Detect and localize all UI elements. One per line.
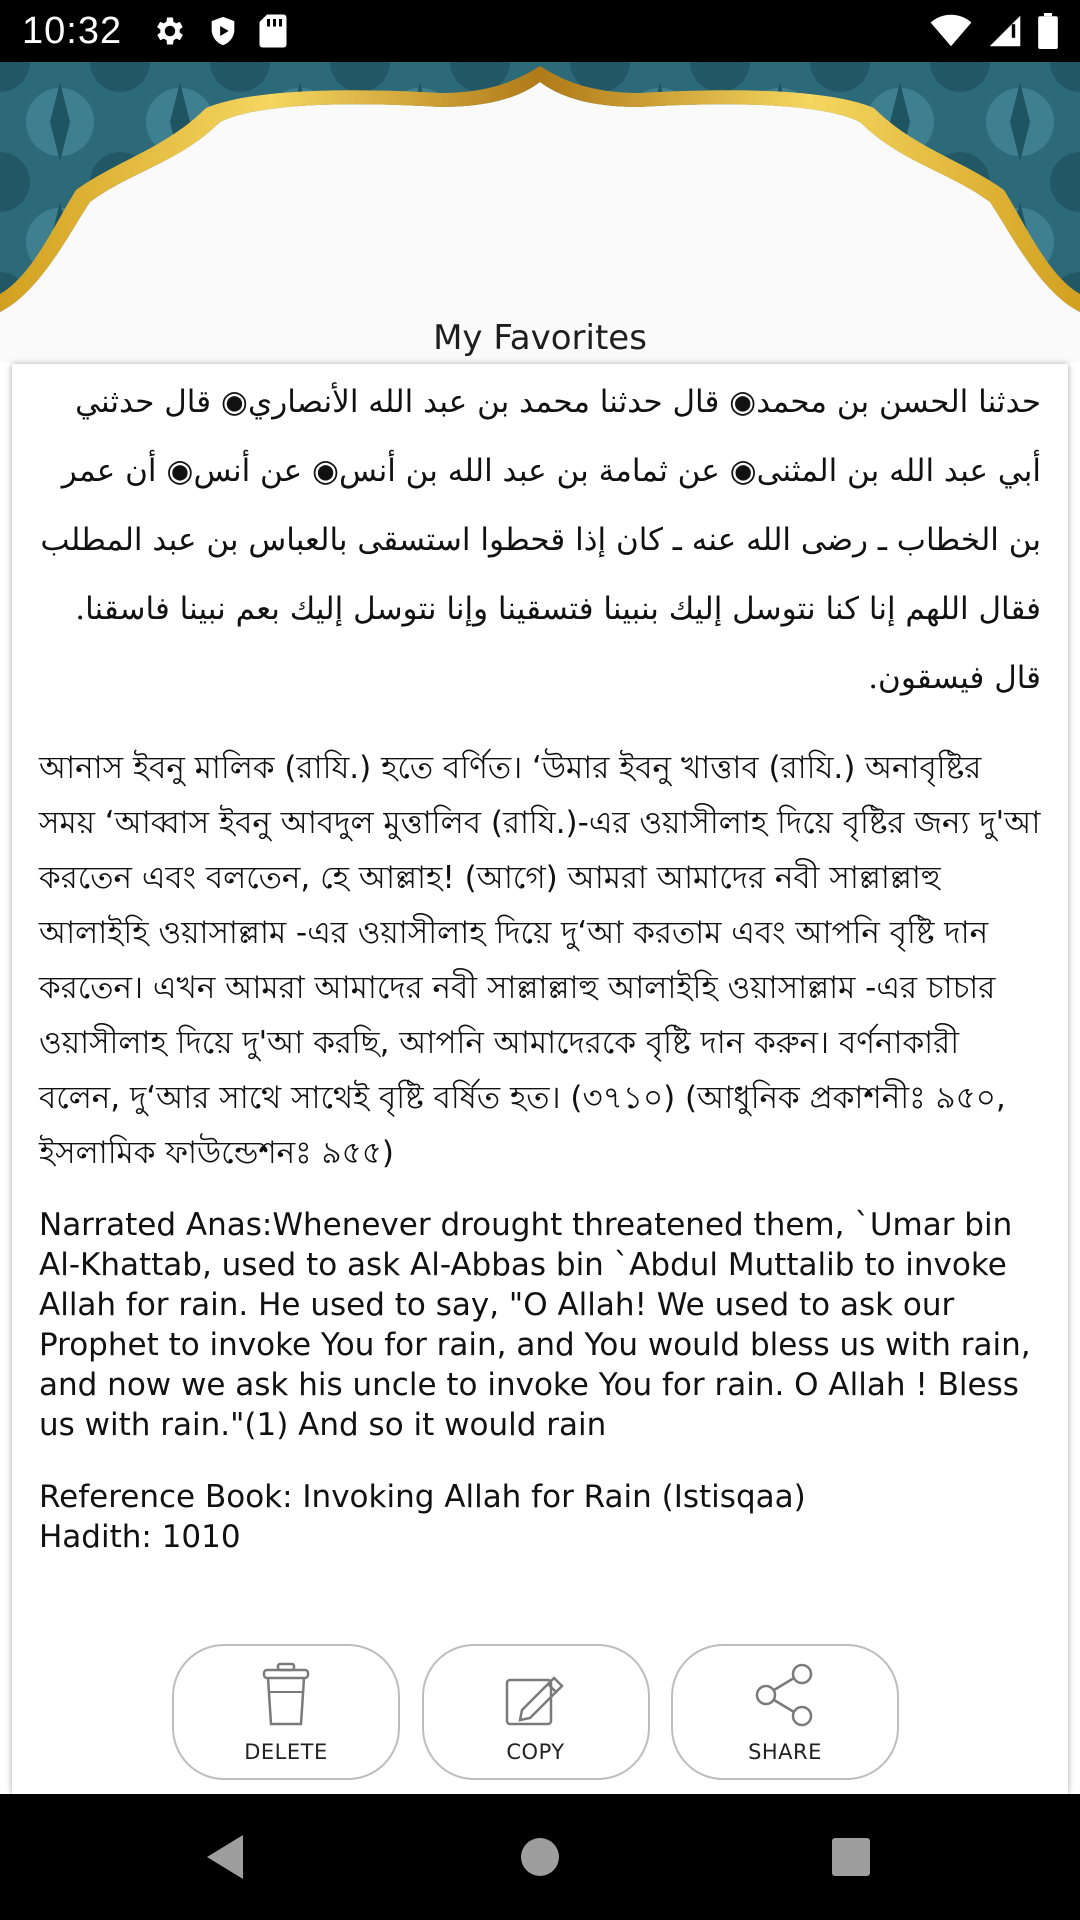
share-label: SHARE — [748, 1740, 822, 1764]
status-right-icons — [930, 13, 1058, 49]
delete-button[interactable] — [172, 1644, 400, 1780]
hadith-reference — [12, 1445, 1068, 1557]
home-icon — [518, 1835, 562, 1879]
gear-icon — [152, 13, 188, 49]
reference-book: Reference Book: Invoking Allah for Rain (Istisqaa) — [39, 1479, 806, 1515]
hadith-english-text: Narrated Anas:Whenever drought threatened them, `Umar bin Al-Khattab, used to ask Al-Abbas bin `Abdul Muttalib to invoke Allah for rain. He used to say, "O Allah! We used to ask our Prophet to invoke You for rain, and You would bless us with rain, and now we ask his uncle to invoke You for rain. O Allah ! Bless us with rain."(1) And so it would rain — [39, 1207, 1031, 1443]
status-bar — [0, 0, 1080, 62]
sd-card-icon — [258, 13, 288, 49]
delete-label: DELETE — [244, 1740, 328, 1764]
recents-button[interactable] — [826, 1832, 876, 1882]
edit-copy-icon — [504, 1670, 568, 1728]
shield-icon — [206, 13, 240, 49]
hadith-arabic-text: حدثنا الحسن بن محمد◉ قال حدثنا محمد بن عبد الله الأنصاري◉ قال حدثني أبي عبد الله بن المثنى◉ عن ثمامة بن عبد الله بن أنس◉ عن أنس◉ أن عمر بن الخطاب ـ رضى الله عنه ـ كان إذا قحطوا استسقى بالعباس بن عبد المطلب فقال اللهم إنا كنا نتوسل إليك بنبينا فتسقينا وإنا نتوسل إليك بعم نبينا فاسقنا. قال فيسقون. — [40, 384, 1041, 696]
header-banner — [0, 62, 1080, 362]
back-icon — [203, 1833, 247, 1881]
action-buttons — [172, 1644, 899, 1784]
hadith-card — [12, 364, 1068, 1794]
hadith-number: Hadith: 1010 — [39, 1519, 241, 1555]
copy-button[interactable] — [422, 1644, 650, 1780]
copy-label: COPY — [506, 1740, 565, 1764]
battery-icon — [1038, 13, 1058, 49]
share-icon — [752, 1662, 818, 1728]
ornamental-banner — [0, 62, 1080, 362]
wifi-icon — [930, 14, 972, 48]
hadith-bengali-text: আনাস ইবনু মালিক (রাযি.) হতে বর্ণিত। ‘উমার ইবনু খাত্তাব (রাযি.) অনাবৃষ্টির সময় ‘আব্বাস ইবনু আবদুল মুত্তালিব (রাযি.)-এর ওয়াসীলাহ দিয়ে বৃষ্টির জন্য দু'আ করতেন এবং বলতেন, হে আল্লাহ! (আগে) আমরা আমাদের নবী সাল্লাল্লাহু আলাইহি ওয়াসাল্লাম -এর ওয়াসীলাহ দিয়ে দু‘আ করতাম এবং আপনি বৃষ্টি দান করতেন। এখন আমরা আমাদের নবী সাল্লাল্লাহু আলাইহি ওয়াসাল্লাম -এর চাচার ওয়াসীলাহ দিয়ে দু'আ করছি, আপনি আমাদেরকে বৃষ্টি দান করুন। বর্ণনাকারী বলেন, দু‘আর সাথে সাথেই বৃষ্টি বর্ষিত হত। (৩৭১০) (আধুনিক প্রকাশনীঃ ৯৫০, ইসলামিক ফাউন্ডেশনঃ ৯৫৫) — [39, 750, 1041, 1171]
navigation-bar — [0, 1794, 1080, 1920]
home-button[interactable] — [515, 1832, 565, 1882]
status-left-icons — [152, 13, 288, 49]
trash-icon — [260, 1662, 312, 1728]
status-time: 10:32 — [22, 9, 123, 52]
page-title: My Favorites — [433, 318, 647, 358]
recents-icon — [830, 1836, 872, 1878]
cellular-signal-icon — [988, 14, 1022, 48]
back-button[interactable] — [200, 1832, 250, 1882]
share-button[interactable] — [671, 1644, 899, 1780]
